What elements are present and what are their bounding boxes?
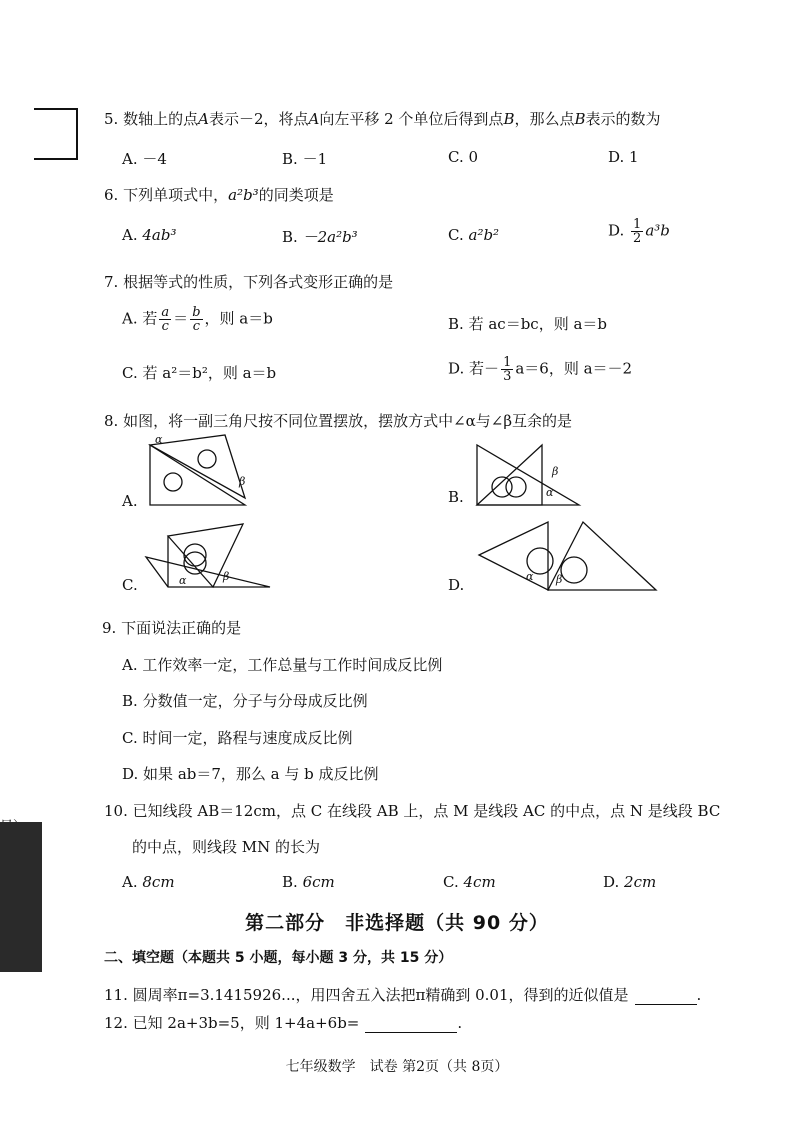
alpha-label: α [155,433,163,446]
alpha-label: α [546,486,554,499]
triangle [146,557,270,587]
question-5: 5. 数轴上的点A表示－2，将点A向左平移 2 个单位后得到点B，那么点B表示的数为 [104,110,661,128]
triangle [477,445,579,505]
q7-option-a[interactable]: A. 若 $\frac{a}{c}$ ＝ $\frac{b}{c}$ ，则 a＝b [122,305,273,334]
margin-bracket [34,108,78,160]
beta-label: β [239,475,246,488]
q9-option-b[interactable]: B. 分数值一定，分子与分母成反比例 [122,692,368,710]
question-10: 10. 已知线段 AB＝12cm，点 C 在线段 AB 上，点 M 是线段 AC 的中点，点 N 是线段 BC [104,802,721,820]
question-6: 6. 下列单项式中，a²b³的同类项是 [104,186,334,204]
q5-option-c[interactable]: C. 0 [448,148,479,166]
q5-option-d[interactable]: D. 1 [608,148,639,166]
q8-option-b-label[interactable]: B. [448,488,464,506]
q6-option-a[interactable]: A. 4ab³ [122,226,177,244]
answer-blank[interactable] [635,988,697,1005]
question-12: 12. 已知 2a+3b=5，则 1+4a+6b= . [104,1014,463,1032]
q8-figure-c [143,522,273,592]
q8-option-a-label[interactable]: A. [122,492,138,510]
q8-option-c-label[interactable]: C. [122,576,138,594]
q7-option-b[interactable]: B. 若 ac＝bc，则 a＝b [448,315,608,333]
beta-label: β [223,570,230,583]
question-10-line2: 的中点，则线段 MN 的长为 [132,838,321,856]
q10-option-b[interactable]: B. 6cm [282,873,335,891]
q10-option-c[interactable]: C. 4cm [443,873,496,891]
beta-label: β [552,465,559,478]
circle [198,450,216,468]
q8-figure-d [476,520,661,592]
answer-blank[interactable] [365,1016,457,1033]
q10-option-d[interactable]: D. 2cm [603,873,657,891]
q7-option-d[interactable]: D. 若－ $\frac{1}{3}$ a＝6，则 a＝－2 [448,355,633,384]
triangle [150,435,245,498]
q7-option-c[interactable]: C. 若 a²＝b²，则 a＝b [122,364,277,382]
q5-option-b[interactable]: B. －1 [282,150,328,168]
question-8: 8. 如图，将一副三角尺按不同位置摆放，摆放方式中∠α与∠β互余的是 [104,412,573,430]
q9-option-d[interactable]: D. 如果 ab＝7，那么 a 与 b 成反比例 [122,765,379,783]
triangle [479,522,548,590]
q6-option-d[interactable]: D. $\frac{1}{2}$ a³b [608,217,670,246]
question-11: 11. 圆周率π=3.1415926...，用四舍五入法把π精确到 0.01，得到的近似值是 . [104,986,702,1004]
q6-option-c[interactable]: C. a²b² [448,226,500,244]
section-title: 第二部分 非选择题（共 90 分） [245,912,549,934]
q9-option-a[interactable]: A. 工作效率一定，工作总量与工作时间成反比例 [122,656,443,674]
page-footer: 七年级数学 试卷 第2页（共 8页） [285,1059,509,1075]
circle [506,477,526,497]
circle [561,557,587,583]
q10-option-a[interactable]: A. 8cm [122,873,175,891]
q6-option-b[interactable]: B. －2a²b³ [282,228,358,246]
fill-blank-heading: 二、填空题（本题共 5 小题，每小题 3 分，共 15 分） [104,950,453,966]
question-9: 9. 下面说法正确的是 [102,619,242,637]
triangle [477,445,542,505]
margin-photo [0,822,42,972]
beta-label: β [556,573,563,586]
q8-figure-a [145,430,255,510]
q8-option-d-label[interactable]: D. [448,576,465,594]
q8-figure-b [474,440,584,510]
triangle [548,522,656,590]
q5-option-a[interactable]: A. －4 [122,150,167,168]
question-7: 7. 根据等式的性质，下列各式变形正确的是 [104,273,394,291]
alpha-label: α [179,574,187,587]
circle [164,473,182,491]
alpha-label: α [526,570,534,583]
q9-option-c[interactable]: C. 时间一定，路程与速度成反比例 [122,729,353,747]
